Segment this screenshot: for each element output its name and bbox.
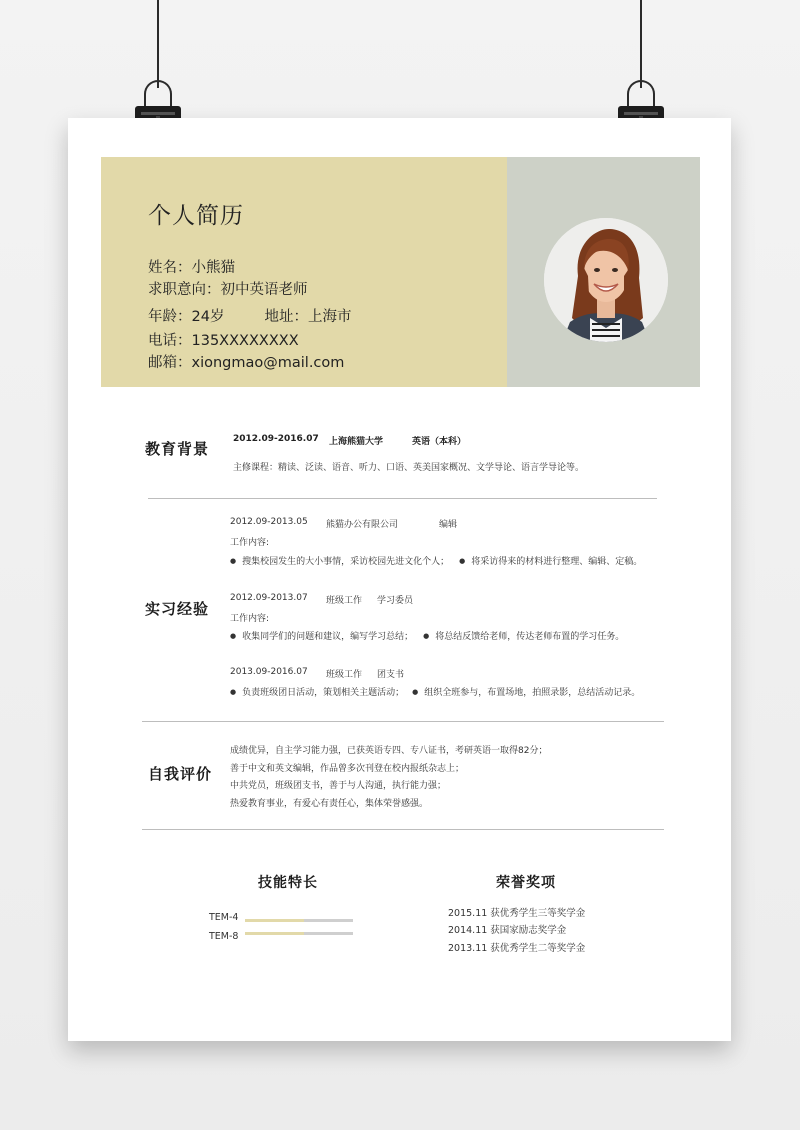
internship-heading: 实习经验 [145, 600, 210, 618]
age-text: 年龄：24岁 [148, 309, 225, 325]
intern-3-period: 2013.09-2016.07 [230, 667, 308, 677]
skill-2-bar [245, 932, 353, 935]
honor-item-1: 2015.11 获优秀学生三等奖学金 [448, 908, 586, 919]
header-info-panel [101, 157, 507, 387]
intern-3-role: 团支书 [377, 670, 405, 680]
intern-2-bullet-1: ● 收集同学们的问题和建议，编写学习总结； [230, 632, 413, 642]
intern-1-bullet-2: ● 将采访得来的材料进行整理、编辑、定稿。 [459, 557, 642, 567]
intern-2-org: 班级工作 [326, 596, 363, 606]
hanging-string-left [157, 0, 159, 88]
hanging-string-right [640, 0, 642, 88]
self-eval-line-2: 善于中文和英文编辑，作品曾多次刊登在校内报纸杂志上； [230, 764, 465, 774]
intern-3-bullets [230, 685, 640, 698]
self-eval-line-4: 热爱教育事业，有爱心有责任心，集体荣誉感强。 [230, 799, 429, 809]
intern-1-content-label: 工作内容: [230, 538, 270, 548]
intern-3-bullet-1: ● 负责班级团日活动，策划相关主题活动； [230, 688, 404, 698]
phone-line: 电话：135XXXXXXXX [148, 333, 299, 349]
intern-2-bullets [230, 629, 624, 642]
age-address-line [148, 305, 351, 326]
self-eval-line-3: 中共党员，班级团支书，善于与人沟通，执行能力强； [230, 781, 447, 791]
intern-2-content-label: 工作内容: [230, 614, 270, 624]
skill-1-fill [245, 919, 304, 922]
education-major: 英语（本科） [412, 437, 467, 447]
skills-heading: 技能特长 [258, 875, 318, 891]
intern-2-role: 学习委员 [377, 596, 414, 606]
profile-photo [544, 218, 668, 342]
education-heading: 教育背景 [145, 440, 210, 458]
intern-1-bullets [230, 554, 642, 567]
education-courses: 主修课程：精读、泛读、语音、听力、口语、英美国家概况、文学导论、语言学导论等。 [233, 463, 585, 473]
education-divider [148, 498, 657, 499]
intern-1-period: 2012.09-2013.05 [230, 517, 308, 527]
email-line: 邮箱：xiongmao@mail.com [148, 355, 345, 371]
intern-3-bullet-2: ● 组织全班参与，布置场地，拍照录影，总结活动记录。 [412, 688, 640, 698]
name-line: 姓名：小熊猫 [148, 260, 235, 276]
education-school: 上海熊猫大学 [329, 437, 384, 447]
resume-title: 个人简历 [148, 203, 244, 229]
intern-3-org: 班级工作 [326, 670, 363, 680]
intern-1-bullet-1: ● 搜集校园发生的大小事情，采访校园先进文化个人； [230, 557, 449, 567]
job-intent-line: 求职意向：初中英语老师 [148, 282, 308, 298]
address-text: 地址：上海市 [264, 309, 352, 325]
education-period: 2012.09-2016.07 [233, 434, 319, 444]
self-eval-heading: 自我评价 [148, 765, 213, 783]
intern-1-role: 编辑 [439, 520, 458, 530]
skill-1-bar [245, 919, 353, 922]
resume-paper [68, 118, 731, 1041]
intern-1-org: 熊猫办公有限公司 [326, 520, 399, 530]
honor-item-3: 2013.11 获优秀学生二等奖学金 [448, 943, 586, 954]
skill-2-label: TEM-8 [209, 931, 239, 942]
self-eval-divider [142, 829, 664, 830]
honor-item-2: 2014.11 获国家励志奖学金 [448, 925, 567, 936]
internship-divider [142, 721, 664, 722]
skill-2-fill [245, 932, 304, 935]
honors-heading: 荣誉奖项 [496, 875, 556, 891]
intern-2-period: 2012.09-2013.07 [230, 593, 308, 603]
header-photo-panel [507, 157, 700, 387]
intern-2-bullet-2: ● 将总结反馈给老师，传达老师布置的学习任务。 [423, 632, 624, 642]
self-eval-line-1: 成绩优异，自主学习能力强，已获英语专四、专八证书，考研英语一取得82分； [230, 746, 548, 756]
skill-1-label: TEM-4 [209, 912, 239, 923]
